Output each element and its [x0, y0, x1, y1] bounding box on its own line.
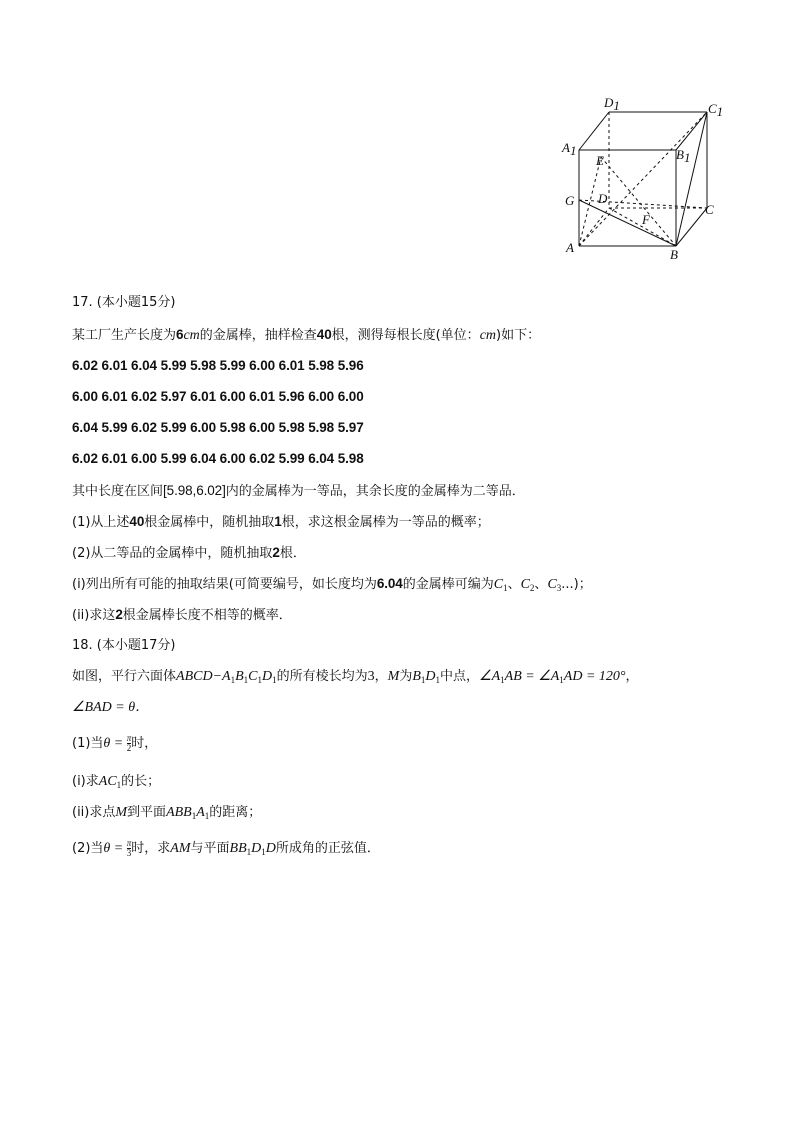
q18-part1-i: (i)求$AC_1$的长；	[72, 774, 161, 790]
q17-data-row: 6.00 6.01 6.02 5.97 6.01 6.00 6.01 5.96 6.00 6.00	[72, 389, 364, 404]
label-e: E	[596, 153, 604, 168]
q17-part2-ii: (ii)求这2根金属棒长度不相等的概率．	[72, 607, 292, 623]
q17-data-row: 6.04 5.99 6.02 5.99 6.00 5.98 6.00 5.98 5.98 5.97	[72, 420, 364, 435]
label-a: A	[566, 240, 574, 255]
q18-heading: 18. (本小题17分)	[72, 638, 176, 653]
fraction-pi-over-2: $\frac{\pi}{2}$	[126, 733, 132, 753]
label-g: G	[565, 193, 575, 208]
q18-part1: (1)当θ = $\frac{\pi}{2}$ 时，	[72, 733, 158, 753]
q18-part2: (2)当θ = $\frac{\pi}{3}$ 时，求AM与平面$BB_1D_1D$所成角的正弦值．	[72, 838, 380, 858]
q17-heading: 17. (本小题15分)	[72, 295, 176, 310]
q17-data-row: 6.02 6.01 6.00 5.99 6.04 6.00 6.02 5.99 6.04 5.98	[72, 451, 364, 466]
label-d: D	[598, 191, 608, 206]
q17-data-row: 6.02 6.01 6.04 5.99 5.98 5.99 6.00 6.01 5.98 5.96	[72, 358, 364, 373]
label-b1: B1	[676, 147, 691, 165]
q17-classify: 其中长度在区间[5.98,6.02]内的金属棒为一等品，其余长度的金属棒为二等品．	[72, 483, 525, 499]
label-c: C	[705, 202, 714, 217]
q17-part1: (1)从上述40根金属棒中，随机抽取1根，求这根金属棒为一等品的概率；	[72, 514, 490, 530]
q17-part2: (2)从二等品的金属棒中，随机抽取2根．	[72, 545, 306, 561]
label-c1: C1	[708, 101, 724, 119]
label-f: F	[642, 212, 650, 227]
label-a1: A1	[562, 140, 577, 158]
hidden-e-b	[601, 157, 676, 246]
fraction-pi-over-3: $\frac{\pi}{3}$	[126, 838, 132, 858]
label-b: B	[670, 247, 678, 262]
q18-intro: 如图，平行六面体$ABCD-A_1B_1C_1D_1$的所有棱长均为3，M为$B_1D_1$中点，$\angle A_1AB$ = $\angle A_1AD = 120^\circ$，	[72, 669, 639, 685]
edge-b-c1	[676, 112, 707, 246]
q17-part2-i: (i)列出所有可能的抽取结果(可简要编号，如长度均为6.04的金属棒可编为$C_1$、$C_2$、$C_3$...)；	[72, 576, 592, 593]
edge-g-b	[579, 200, 676, 246]
q18-part1-ii: (ii)求点M到平面$ABB_1A_1$的距离；	[72, 805, 262, 821]
q17-intro: 某工厂生产长度为6cm的金属棒，抽样检查40根，测得每根长度(单位：cm)如下：	[72, 327, 541, 343]
q18-intro-line2: ∠BAD = θ．	[72, 700, 150, 715]
edge-a1-d1	[579, 112, 609, 150]
label-d1: D1	[604, 95, 620, 113]
